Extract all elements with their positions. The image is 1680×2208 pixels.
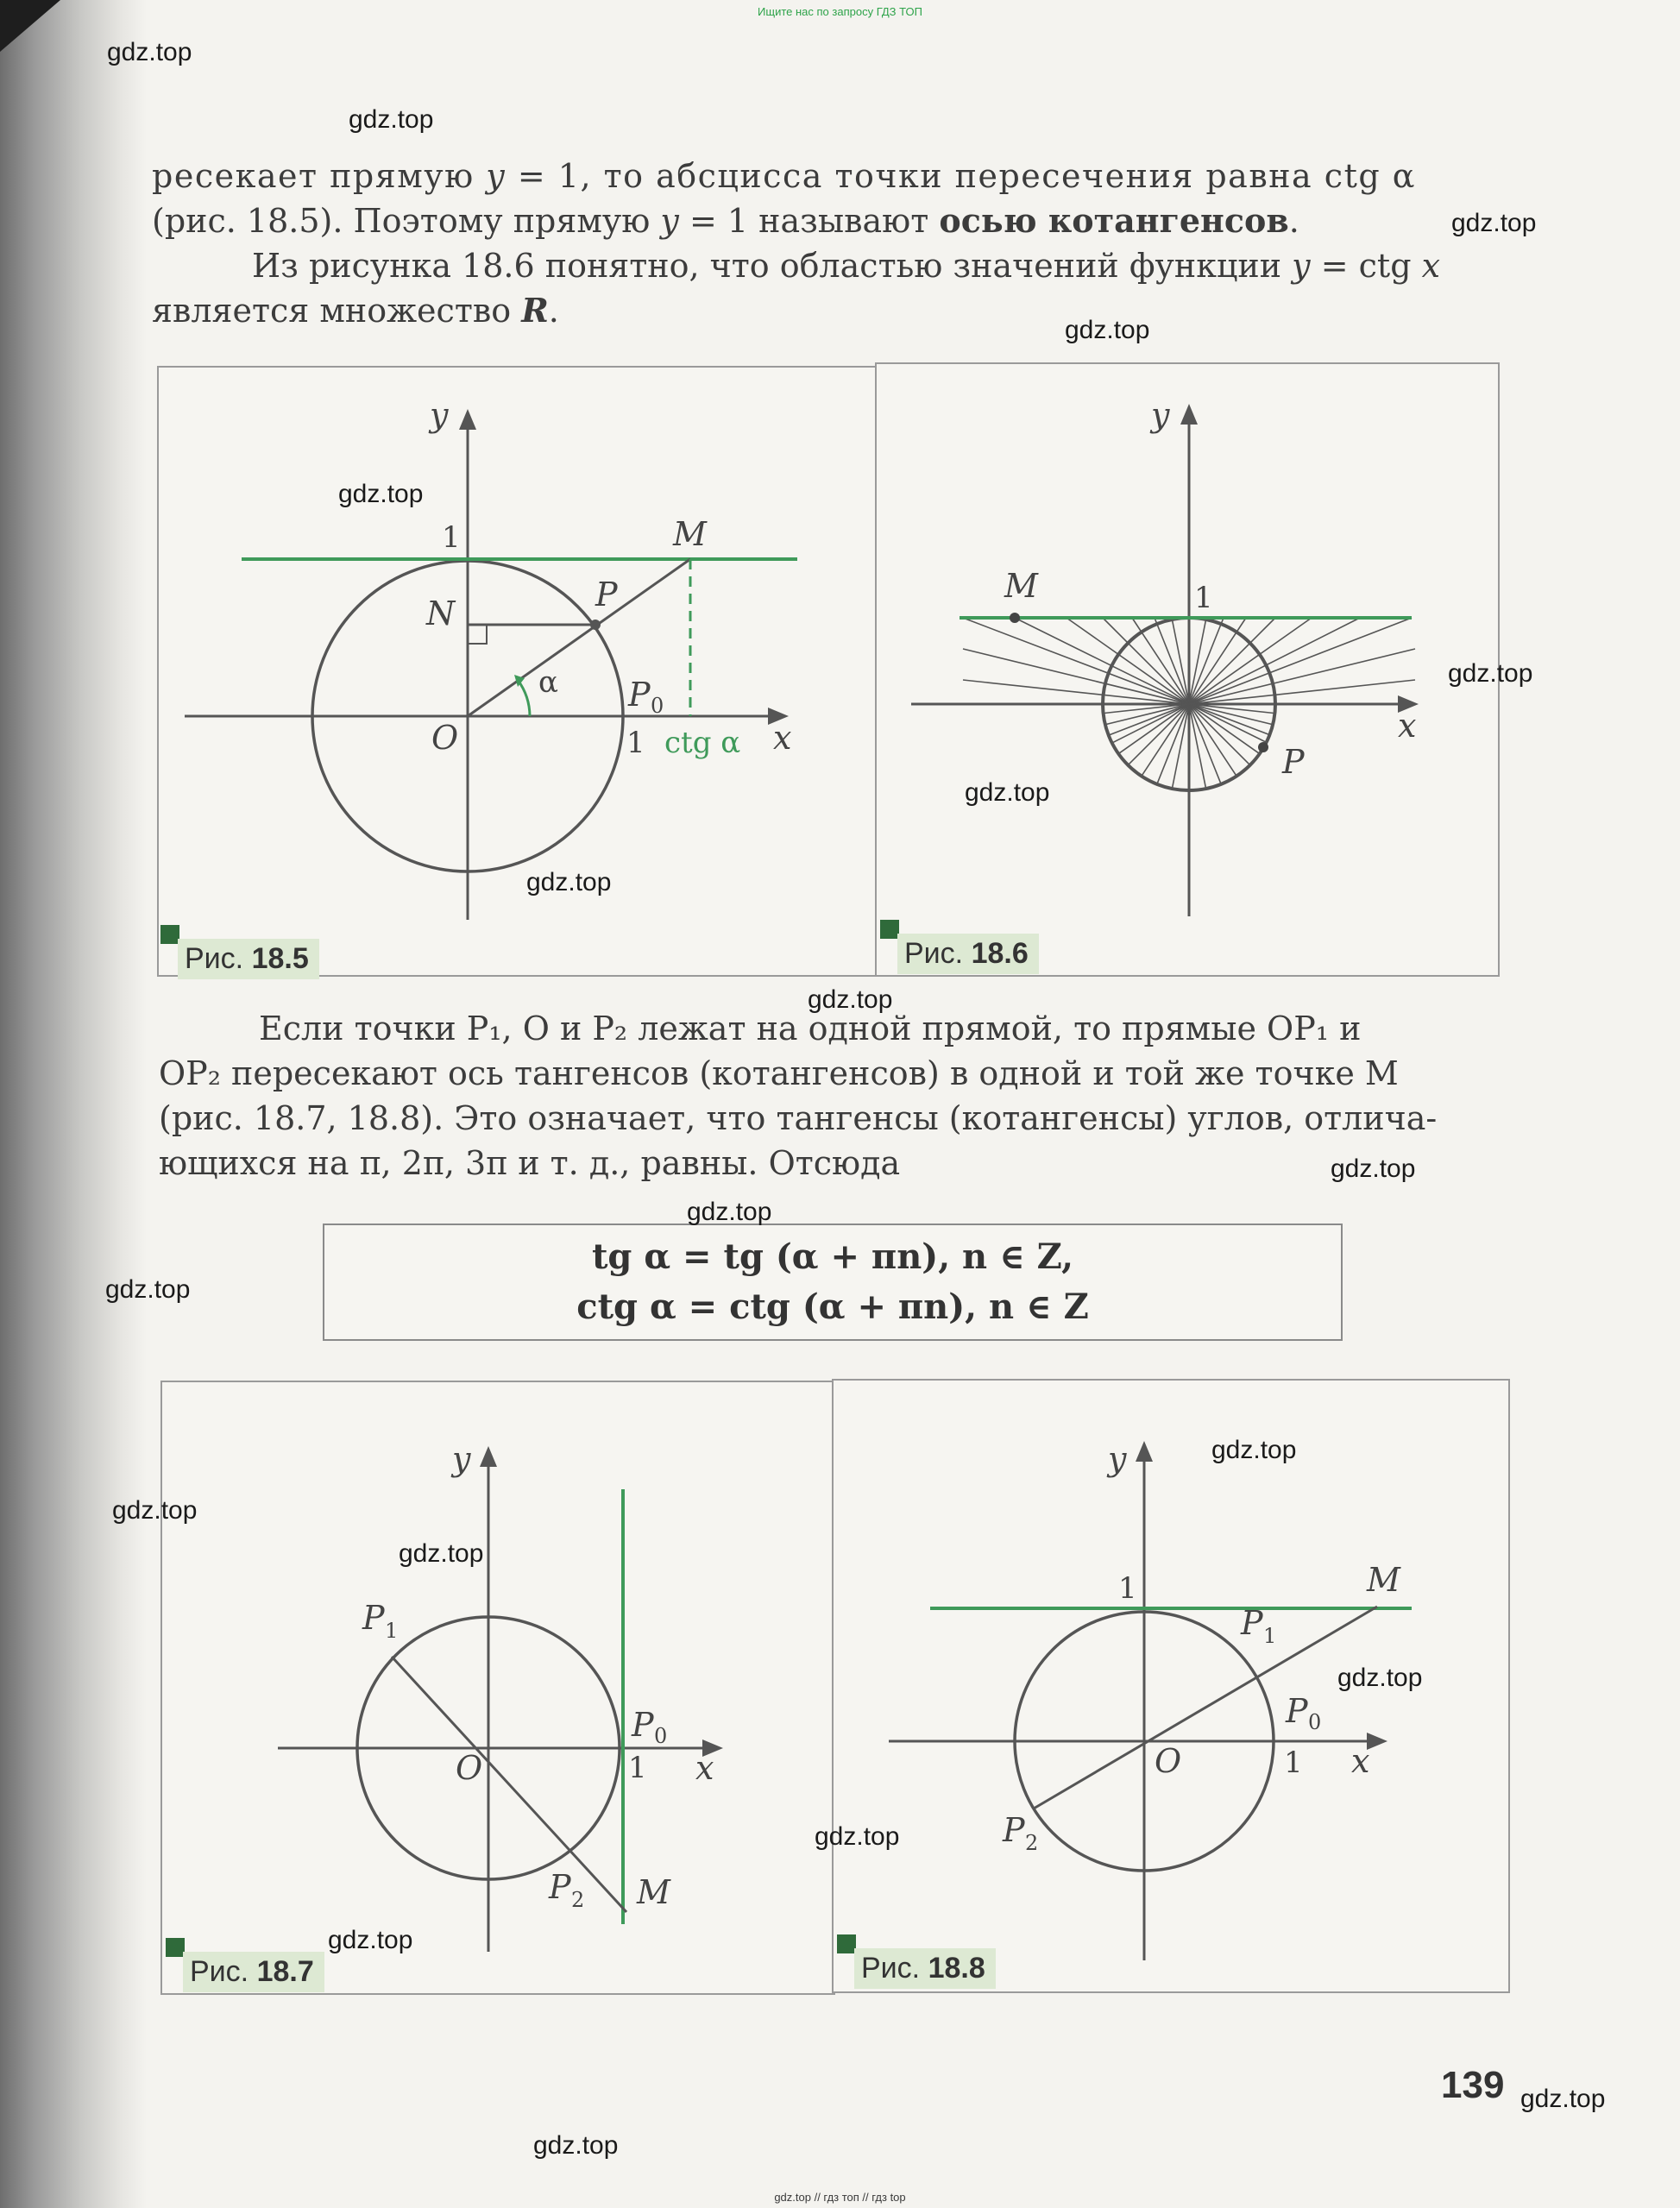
label-one-y: 1 <box>442 520 461 555</box>
book-spine-shadow <box>0 0 147 2208</box>
point-M <box>1010 613 1020 623</box>
watermark: gdz.top <box>1451 209 1537 237</box>
watermark: gdz.top <box>526 868 612 896</box>
watermark: gdz.top <box>105 1275 191 1304</box>
top-note: Ищите нас по запросу ГДЗ ТОП <box>758 5 922 18</box>
label-P1-sub: 1 <box>1263 1624 1277 1648</box>
label-P0: P <box>628 676 651 714</box>
caption-square <box>837 1934 856 1953</box>
label-P0: P <box>1286 1692 1308 1730</box>
figure-18-5-drawing <box>159 368 877 975</box>
label-one-y: 1 <box>1118 1571 1137 1606</box>
p1-line-3: Из рисунка 18.6 понятно, что областью значений функции y = ctg x <box>252 247 1441 285</box>
figure-caption: Рис. 18.7 <box>183 1952 324 1992</box>
label-P2-sub: 2 <box>1025 1831 1039 1855</box>
p1-line-4: является множество R. <box>152 291 559 330</box>
figure-18-7-drawing <box>162 1382 834 1993</box>
paragraph-1 <box>152 154 1498 333</box>
caption-square <box>166 1938 185 1957</box>
fan-ray <box>1105 649 1415 725</box>
figure-18-7 <box>160 1381 835 1995</box>
label-M: M <box>1004 567 1038 605</box>
figure-caption: Рис. 18.6 <box>897 934 1039 974</box>
label-P: P <box>595 576 618 613</box>
watermark: gdz.top <box>815 1822 900 1851</box>
formula-box <box>323 1224 1343 1341</box>
fan-ray <box>1015 618 1267 742</box>
label-P0-sub: 0 <box>651 694 664 718</box>
watermark: gdz.top <box>349 105 434 134</box>
fan-ray <box>1112 618 1360 743</box>
y-axis-arrow <box>1136 1441 1153 1462</box>
label-one: 1 <box>1194 581 1213 615</box>
watermark: gdz.top <box>112 1496 198 1525</box>
label-M: M <box>1367 1561 1400 1599</box>
paragraph-2 <box>159 1006 1505 1186</box>
watermark: gdz.top <box>1448 659 1533 688</box>
p2-line-3: (рис. 18.7, 18.8). Это означает, что тангенсы (котангенсы) углов, отлича- <box>159 1099 1438 1137</box>
x-axis-arrow <box>1367 1733 1387 1750</box>
label-x: x <box>1398 707 1417 745</box>
page-number: 139 <box>1441 2064 1505 2106</box>
fan-ray <box>963 649 1273 725</box>
label-P1-sub: 1 <box>385 1619 399 1643</box>
y-axis-arrow <box>480 1446 497 1467</box>
ray-OM <box>468 559 690 716</box>
watermark: gdz.top <box>107 38 192 66</box>
label-P0: P <box>632 1706 654 1744</box>
figure-18-6-drawing <box>877 364 1498 975</box>
y-axis-arrow <box>1180 404 1198 425</box>
p1-line-2: (рис. 18.5). Поэтому прямую y = 1 называют осью котангенсов. <box>152 201 1299 240</box>
watermark: gdz.top <box>965 778 1050 807</box>
watermark: gdz.top <box>533 2131 619 2160</box>
label-y: y <box>430 396 449 434</box>
figure-18-5 <box>157 366 878 977</box>
p2-line-4: ющихся на π, 2π, 3π и т. д., равны. Отсюда <box>159 1144 901 1182</box>
label-P0-sub: 0 <box>1308 1710 1322 1734</box>
label-P2-sub: 2 <box>571 1888 585 1912</box>
watermark: gdz.top <box>328 1926 413 1954</box>
label-O: O <box>1155 1742 1182 1780</box>
line-P1-M <box>392 1657 626 1912</box>
figure-caption: Рис. 18.8 <box>854 1948 996 1989</box>
label-one-x: 1 <box>626 726 645 760</box>
formula-tangent: tg α = tg (α + πn), n ∈ Z, <box>591 1236 1074 1277</box>
label-x: x <box>773 719 792 757</box>
label-O: O <box>456 1749 483 1787</box>
label-P1: P <box>362 1599 385 1637</box>
label-x: x <box>1351 1742 1370 1780</box>
watermark: gdz.top <box>1331 1154 1416 1183</box>
label-P1: P <box>1241 1604 1263 1642</box>
watermark: gdz.top <box>399 1539 484 1568</box>
watermark: gdz.top <box>1065 316 1150 344</box>
label-y: y <box>1108 1440 1127 1478</box>
line-P2-M <box>1034 1607 1377 1809</box>
formula-cotangent: ctg α = ctg (α + πn), n ∈ Z <box>576 1286 1089 1327</box>
label-O: O <box>431 719 459 757</box>
label-P: P <box>1282 743 1305 781</box>
label-ctg-alpha: ctg α <box>664 726 741 760</box>
p2-line-2: OP₂ пересекают ось тангенсов (котангенсов) в одной и той же точке M <box>159 1054 1399 1092</box>
fan-ray <box>963 618 1269 735</box>
label-P2: P <box>1003 1811 1025 1849</box>
watermark: gdz.top <box>808 985 893 1014</box>
angle-arc <box>518 680 530 716</box>
figure-18-6 <box>875 362 1500 977</box>
watermark: gdz.top <box>1211 1436 1297 1464</box>
watermark: gdz.top <box>1520 2085 1606 2113</box>
p2-line-1: Если точки P₁, O и P₂ лежат на одной прямой, то прямые OP₁ и <box>259 1010 1362 1047</box>
label-y: y <box>452 1440 471 1478</box>
label-M: M <box>637 1873 670 1911</box>
fan-ray <box>1109 618 1412 735</box>
label-N: N <box>426 594 456 632</box>
label-P0-sub: 0 <box>654 1724 668 1748</box>
p1-line-1: ресекает прямую y = 1, то абсцисса точки пересечения равна ctg α <box>152 157 1416 195</box>
figure-caption: Рис. 18.5 <box>178 939 319 979</box>
point-P <box>590 620 601 630</box>
bottom-note: gdz.top // гдз топ // гдз top <box>774 2191 906 2204</box>
watermark: gdz.top <box>1337 1664 1423 1692</box>
caption-square <box>160 925 179 944</box>
label-alpha: α <box>538 665 558 700</box>
label-one-x: 1 <box>1284 1746 1303 1780</box>
label-x: x <box>695 1749 714 1787</box>
label-one: 1 <box>628 1751 647 1785</box>
point-P <box>1258 742 1268 752</box>
y-axis-arrow <box>459 409 476 430</box>
label-y: y <box>1151 396 1170 434</box>
caption-square <box>880 920 899 939</box>
right-angle-mark <box>468 625 487 644</box>
label-M: M <box>673 515 707 553</box>
watermark: gdz.top <box>687 1198 772 1226</box>
label-P2: P <box>549 1868 571 1906</box>
watermark: gdz.top <box>338 480 424 508</box>
